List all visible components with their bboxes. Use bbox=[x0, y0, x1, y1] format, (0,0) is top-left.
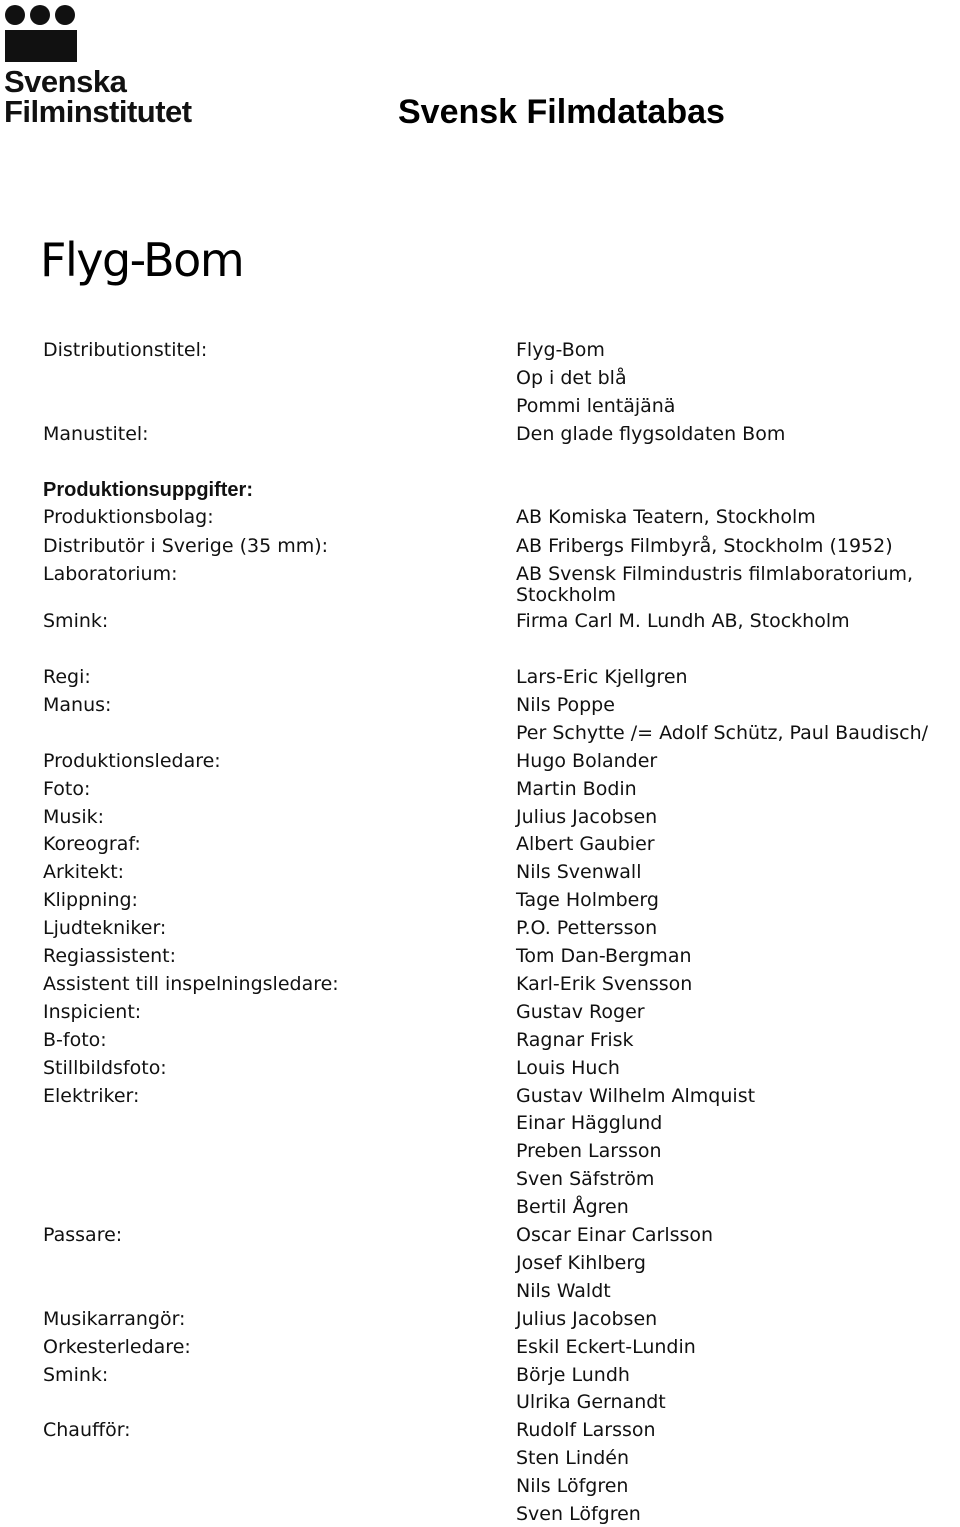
crew-person-name: Julius Jacobsen bbox=[516, 1307, 658, 1330]
crew-role-label: Regiassistent: bbox=[43, 945, 177, 967]
production-value-continued: Stockholm bbox=[516, 584, 617, 606]
crew-role-label: Foto: bbox=[43, 777, 91, 800]
crew-person-name: Preben Larsson bbox=[516, 1140, 662, 1163]
production-value: AB Komiska Teatern, Stockholm bbox=[516, 506, 816, 528]
crew-person-name: Ragnar Frisk bbox=[516, 1028, 634, 1051]
crew-person-name: Eskil Eckert-Lundin bbox=[516, 1335, 696, 1358]
logo-dot bbox=[5, 5, 25, 25]
crew-person-name: Nils Svenwall bbox=[516, 861, 642, 884]
crew-person-name: Oscar Einar Carlsson bbox=[516, 1224, 714, 1246]
crew-role-label: Orkesterledare: bbox=[43, 1335, 191, 1358]
logo-dots-icon bbox=[4, 4, 80, 64]
crew-role-label: Chaufför: bbox=[43, 1419, 131, 1442]
crew-person-name: Hugo Bolander bbox=[516, 749, 658, 772]
distribution-title-value: Op i det blå bbox=[516, 367, 627, 389]
crew-role-label: Koreograf: bbox=[43, 833, 141, 856]
crew-person-name: Sven Säfström bbox=[516, 1168, 655, 1191]
crew-role-label: Klippning: bbox=[43, 889, 138, 912]
manuscript-title-label: Manustitel: bbox=[43, 423, 149, 445]
logo-line-1: Svenska bbox=[4, 64, 127, 99]
crew-person-name: Karl-Erik Svensson bbox=[516, 972, 693, 995]
crew-role-label: Arkitekt: bbox=[43, 861, 125, 884]
crew-person-name: P.O. Pettersson bbox=[516, 917, 658, 940]
film-title: Flyg-Bom bbox=[40, 233, 244, 287]
crew-person-name: Sten Lindén bbox=[516, 1447, 629, 1470]
distribution-title-value: Flyg-Bom bbox=[516, 339, 605, 361]
crew-role-label: Produktionsledare: bbox=[43, 749, 221, 772]
production-label: Produktionsbolag: bbox=[43, 506, 214, 528]
crew-role-label: Ljudtekniker: bbox=[43, 917, 167, 940]
crew-role-label: Assistent till inspelningsledare: bbox=[43, 972, 339, 995]
crew-role-label: Stillbildsfoto: bbox=[43, 1056, 167, 1079]
crew-person-name: Tage Holmberg bbox=[516, 889, 659, 912]
crew-person-name: Nils Löfgren bbox=[516, 1475, 629, 1498]
crew-person-name: Börje Lundh bbox=[516, 1363, 630, 1386]
crew-person-name: Lars-Eric Kjellgren bbox=[516, 666, 688, 688]
distribution-title-value: Pommi lentäjänä bbox=[516, 395, 676, 417]
crew-role-label: Inspicient: bbox=[43, 1000, 142, 1023]
crew-person-name: Tom Dan-Bergman bbox=[516, 945, 692, 967]
crew-person-name: Sven Löfgren bbox=[516, 1503, 641, 1525]
crew-person-name: Gustav Wilhelm Almquist bbox=[516, 1084, 756, 1107]
manuscript-title-value: Den glade flygsoldaten Bom bbox=[516, 423, 786, 445]
production-heading: Produktionsuppgifter: bbox=[43, 479, 253, 501]
crew-role-label: Elektriker: bbox=[43, 1084, 140, 1107]
crew-person-name: Louis Huch bbox=[516, 1056, 620, 1079]
crew-person-name: Gustav Roger bbox=[516, 1000, 645, 1023]
crew-role-label: Regi: bbox=[43, 666, 91, 688]
site-title: Svensk Filmdatabas bbox=[398, 93, 725, 131]
crew-role-label: Passare: bbox=[43, 1224, 123, 1246]
crew-role-label: Musik: bbox=[43, 805, 105, 828]
crew-person-name: Albert Gaubier bbox=[516, 833, 655, 856]
crew-person-name: Bertil Ågren bbox=[516, 1196, 629, 1219]
logo-block bbox=[5, 30, 77, 62]
production-value: AB Fribergs Filmbyrå, Stockholm (1952) bbox=[516, 535, 893, 557]
crew-role-label: B-foto: bbox=[43, 1028, 107, 1051]
crew-person-name: Einar Hägglund bbox=[516, 1112, 663, 1135]
logo-dot bbox=[30, 5, 50, 25]
production-value: AB Svensk Filmindustris filmlaboratorium, bbox=[516, 563, 914, 585]
crew-person-name: Per Schytte /= Adolf Schütz, Paul Baudisch/ bbox=[516, 721, 929, 744]
distribution-title-label: Distributionstitel: bbox=[43, 339, 208, 361]
production-label: Smink: bbox=[43, 610, 109, 632]
svenska-filminstitutet-logo bbox=[2, 2, 202, 128]
crew-person-name: Nils Waldt bbox=[516, 1279, 611, 1302]
crew-role-label: Manus: bbox=[43, 693, 112, 716]
crew-role-label: Musikarrangör: bbox=[43, 1307, 186, 1330]
crew-person-name: Ulrika Gernandt bbox=[516, 1391, 666, 1414]
crew-person-name: Nils Poppe bbox=[516, 693, 615, 716]
crew-person-name: Julius Jacobsen bbox=[516, 805, 658, 828]
logo-dot bbox=[55, 5, 75, 25]
production-label: Laboratorium: bbox=[43, 563, 178, 585]
production-label: Distributör i Sverige (35 mm): bbox=[43, 535, 329, 557]
logo-line-2: Filminstitutet bbox=[4, 94, 192, 129]
crew-person-name: Martin Bodin bbox=[516, 777, 637, 800]
crew-role-label: Smink: bbox=[43, 1363, 109, 1386]
crew-person-name: Josef Kihlberg bbox=[516, 1251, 646, 1274]
crew-person-name: Rudolf Larsson bbox=[516, 1419, 656, 1442]
production-value: Firma Carl M. Lundh AB, Stockholm bbox=[516, 610, 850, 632]
